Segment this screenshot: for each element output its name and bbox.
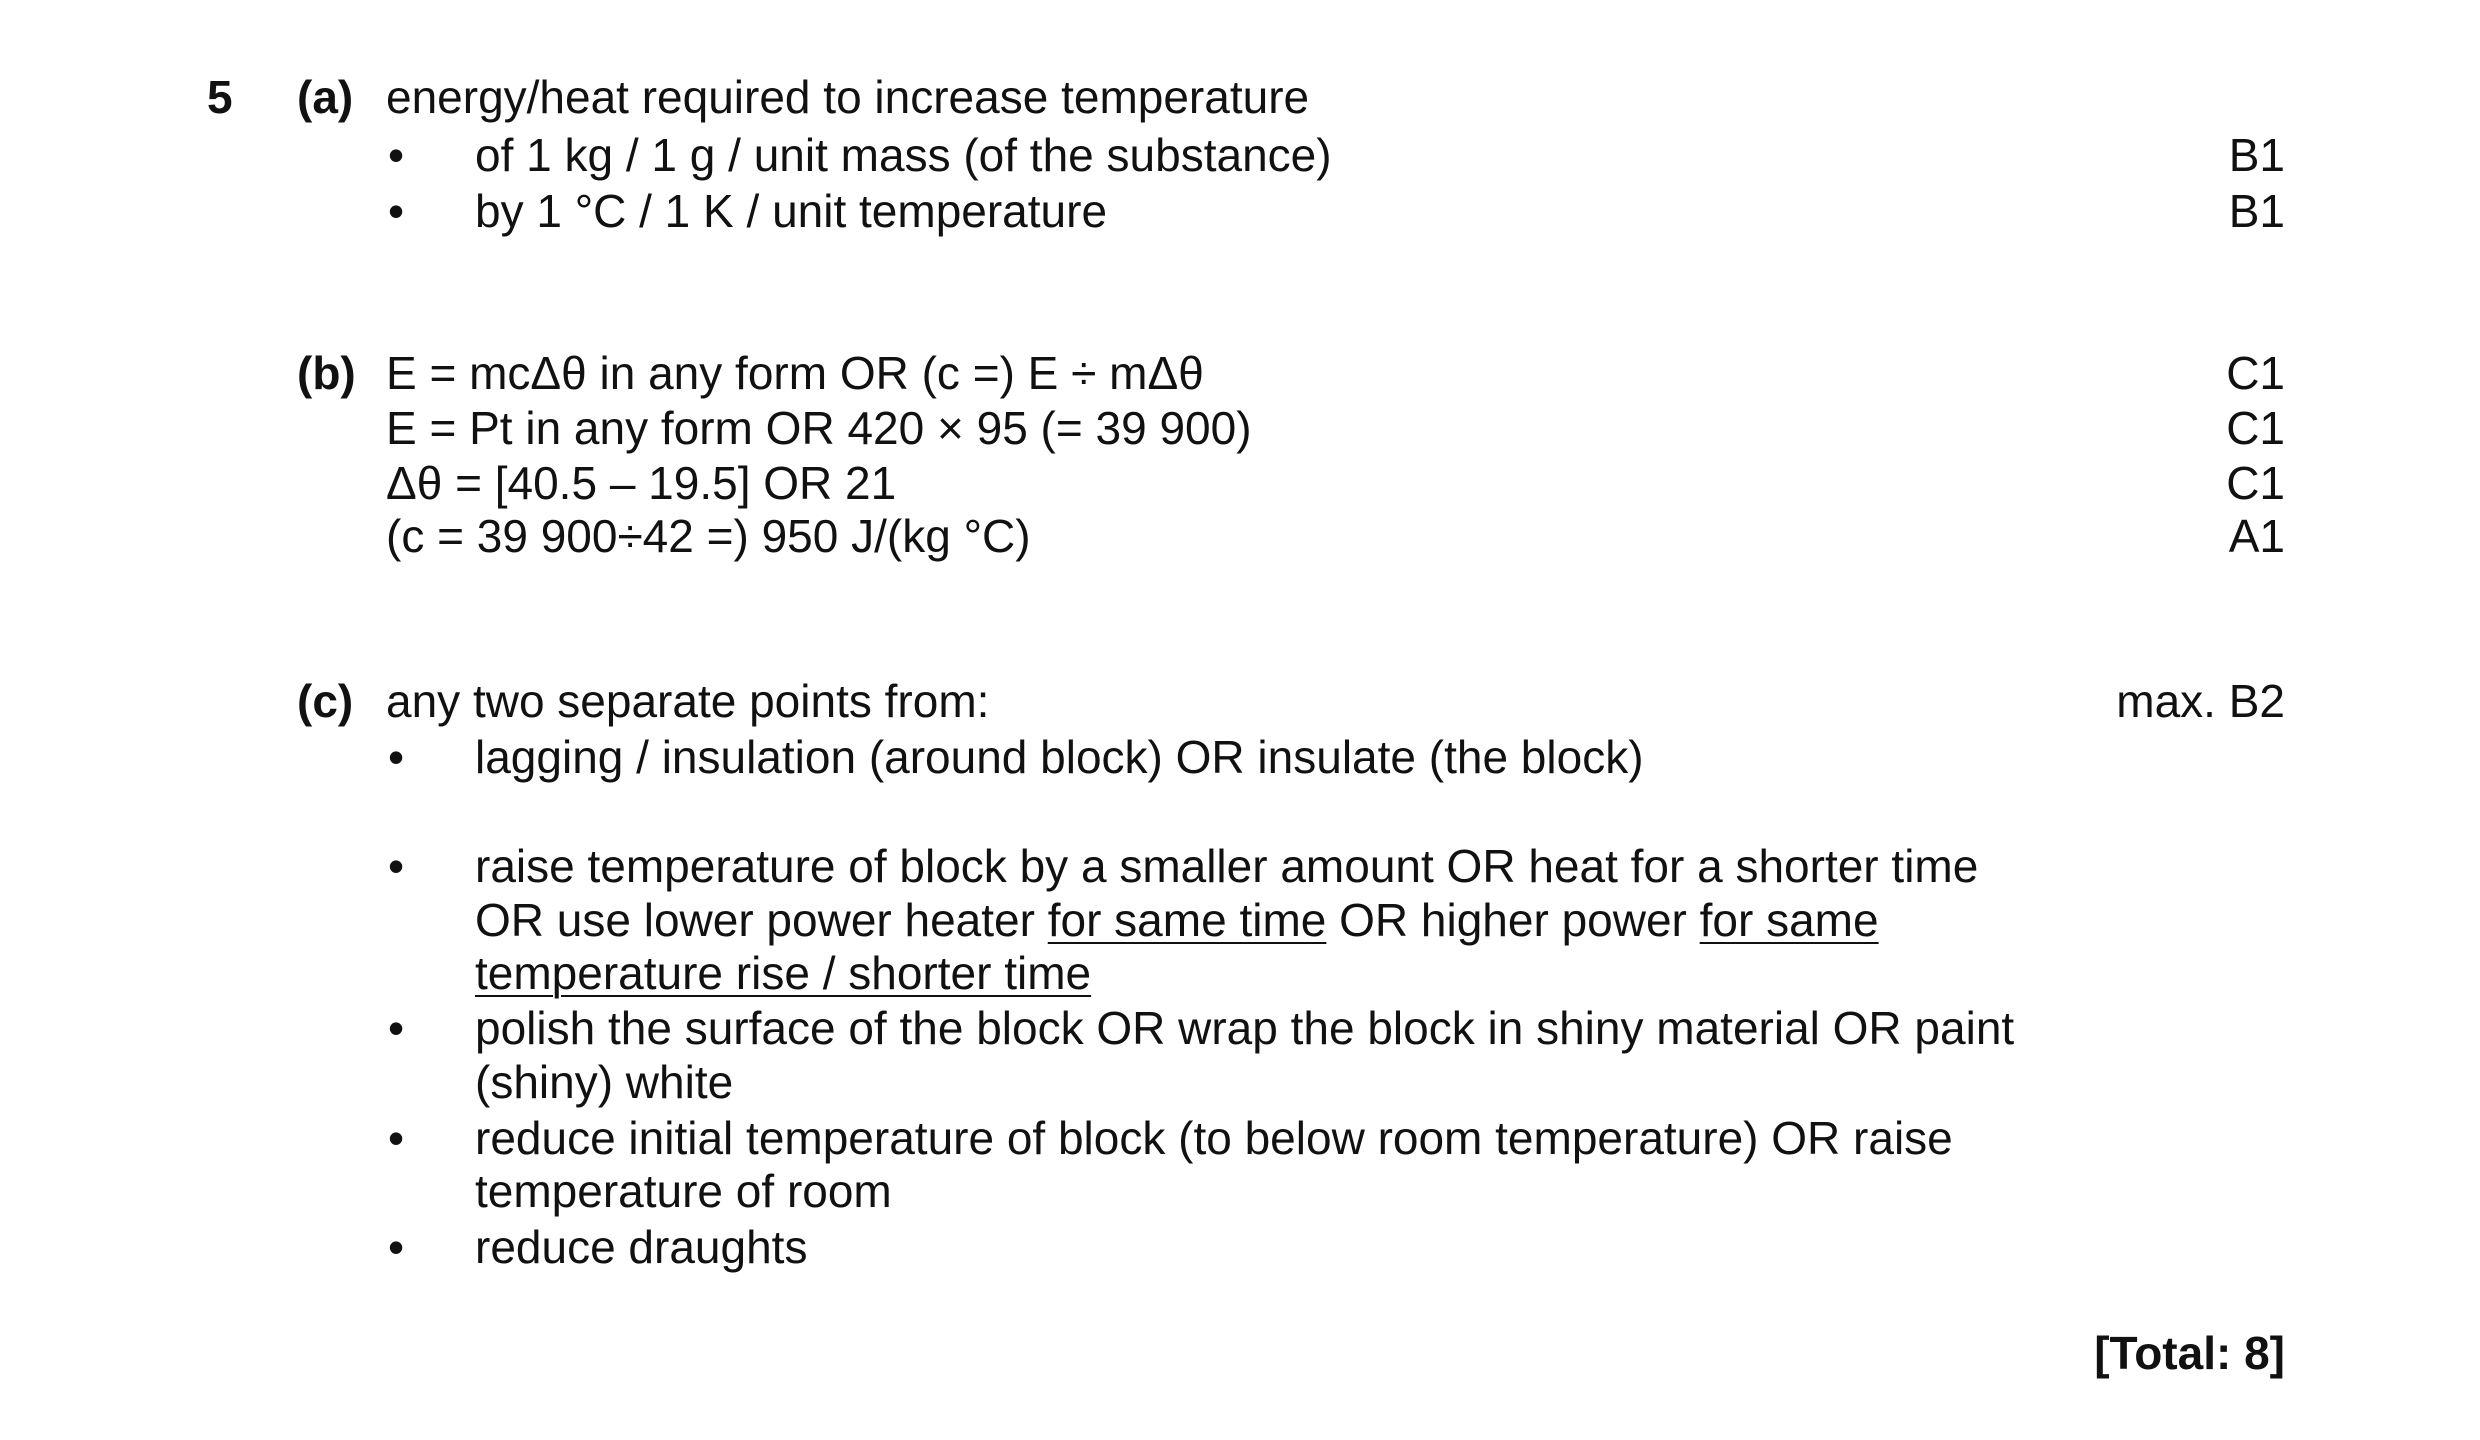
part-a-label: (a): [297, 71, 354, 123]
underlined-phrase: temperature rise / shorter time: [475, 947, 1092, 999]
part-c-bullet-2-line-2: [475, 894, 1879, 946]
part-c-bullet-3-line-2: (shiny) white: [475, 1056, 734, 1108]
text-run: OR higher power: [1326, 894, 1700, 946]
part-b-line-1: E = mcΔθ in any form OR (c =) E ÷ mΔθ: [386, 347, 1204, 399]
underlined-phrase: for same: [1699, 894, 1879, 946]
part-c-bullet-2-line-1: raise temperature of block by a smaller amount OR heat for a shorter time: [475, 840, 1979, 892]
part-c-intro: any two separate points from:: [386, 675, 990, 727]
part-b-line-3: Δθ = [40.5 – 19.5] OR 21: [386, 457, 897, 509]
part-b-label: (b): [297, 347, 356, 399]
part-c-label: (c): [297, 675, 354, 727]
part-c-bullet-3-line-1: polish the surface of the block OR wrap the block in shiny material OR paint: [475, 1002, 2015, 1054]
bullet-icon: •: [388, 129, 405, 181]
part-c-bullet-2-line-3: [475, 947, 1092, 999]
bullet-icon: •: [388, 185, 405, 237]
part-c-bullet-4-line-2: temperature of room: [475, 1165, 892, 1217]
part-b-mark-1: C1: [2226, 347, 2285, 399]
bullet-icon: •: [388, 1112, 405, 1164]
part-c-bullet-1: lagging / insulation (around block) OR insulate (the block): [475, 731, 1644, 783]
part-b-mark-2: C1: [2226, 402, 2285, 454]
part-b-line-2: E = Pt in any form OR 420 × 95 (= 39 900): [386, 402, 1252, 454]
underlined-phrase: for same time: [1047, 894, 1327, 946]
part-b-line-4: (c = 39 900÷42 =) 950 J/(kg °C): [386, 510, 1031, 562]
bullet-icon: •: [388, 1002, 405, 1054]
bullet-icon: •: [388, 840, 405, 892]
part-a-intro: energy/heat required to increase temperature: [386, 71, 1310, 123]
bullet-icon: •: [388, 731, 405, 783]
part-c-bullet-5: reduce draughts: [475, 1221, 808, 1273]
part-a-bullet-2: by 1 °C / 1 K / unit temperature: [475, 185, 1108, 237]
part-a-bullet-1: of 1 kg / 1 g / unit mass (of the substance): [475, 129, 1332, 181]
question-number: 5: [207, 71, 233, 123]
part-b-mark-4: A1: [2228, 510, 2285, 562]
part-c-mark: max. B2: [2116, 675, 2285, 727]
part-b-mark-3: C1: [2226, 457, 2285, 509]
text-run: OR use lower power heater: [475, 894, 1048, 946]
bullet-icon: •: [388, 1221, 405, 1273]
part-c-bullet-4-line-1: reduce initial temperature of block (to below room temperature) OR raise: [475, 1112, 1953, 1164]
total-marks: [Total: 8]: [2094, 1327, 2285, 1379]
part-a-mark-1: B1: [2228, 129, 2285, 181]
part-a-mark-2: B1: [2228, 185, 2285, 237]
